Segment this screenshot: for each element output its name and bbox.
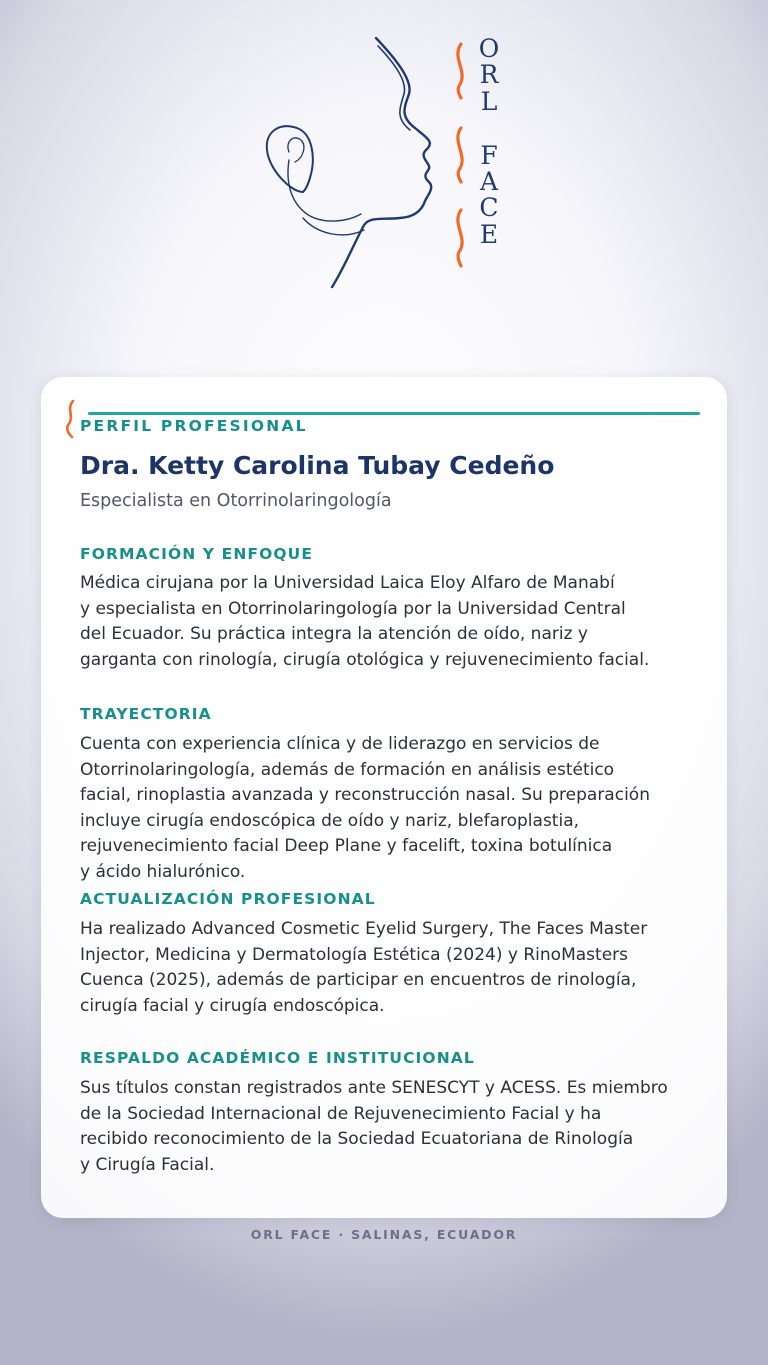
accent-divider (88, 412, 700, 415)
body-line: y especialista en Otorrinolaringología por la Universidad Central (80, 598, 626, 619)
section-eyebrow: PERFIL PROFESIONAL (80, 417, 308, 435)
body-line: del Ecuador. Su práctica integra la atención de oído, nariz y (80, 624, 588, 644)
logo-letter: O (478, 34, 500, 63)
specialty-subtitle: Especialista en Otorrinolaringología (80, 491, 392, 511)
body-line: recibido reconocimiento de la Sociedad Ecuatoriana de Rinología (80, 1129, 634, 1149)
section-title-actualizacion: ACTUALIZACIÓN PROFESIONAL (80, 890, 376, 908)
body-line: Médica cirujana por la Universidad Laica Eloy Alfaro de Manabí (80, 573, 615, 593)
body-line: garganta con rinología, cirugía otológica y rejuvenecimiento facial. (80, 649, 650, 670)
body-line: de la Sociedad Internacional de Rejuvenecimiento Facial y ha (80, 1103, 602, 1124)
section-title-formacion: FORMACIÓN Y ENFOQUE (80, 545, 314, 563)
body-line: Ha realizado Advanced Cosmetic Eyelid Surgery, The Faces Master (80, 919, 648, 939)
footer-caption: ORL FACE · SALINAS, ECUADOR (250, 1227, 518, 1242)
body-line: Cuenca (2025), además de participar en encuentros de rinología, (80, 970, 637, 990)
body-line: Injector, Medicina y Dermatología Estética (2024) y RinoMasters (80, 944, 628, 965)
section-title-respaldo: RESPALDO ACADÉMICO E INSTITUCIONAL (80, 1049, 475, 1067)
section-title-trayectoria: TRAYECTORIA (80, 705, 212, 723)
section-body-actualizacion (80, 917, 720, 1019)
logo-letter: C (479, 193, 499, 223)
body-line: cirugía facial y cirugía endoscópica. (80, 995, 385, 1016)
section-body-trayectoria (80, 732, 720, 885)
body-line: y Cirugía Facial. (80, 1154, 215, 1175)
body-line: Otorrinolaringología, además de formación en análisis estético (80, 759, 615, 780)
logo-letter: E (479, 219, 499, 249)
section-body-formacion (80, 571, 720, 673)
body-line: rejuvenecimiento facial Deep Plane y facelift, toxina botulínica (80, 836, 613, 856)
logo-letter: A (479, 167, 499, 197)
body-line: y ácido hialurónico. (80, 861, 246, 882)
section-body-respaldo (80, 1076, 720, 1178)
body-line: Sus títulos constan registrados ante SENESCYT y ACESS. Es miembro (80, 1078, 668, 1098)
logo-wordmark (478, 36, 500, 248)
logo-letter: R (479, 60, 499, 90)
logo-letter: F (480, 140, 498, 170)
doctor-name: Dra. Ketty Carolina Tubay Cedeño (80, 451, 555, 480)
body-line: incluye cirugía endoscópica de oído y nariz, blefaroplastia, (80, 810, 580, 831)
bracket-accent-icon (64, 399, 76, 439)
logo-letter: L (480, 86, 498, 116)
body-line: Cuenta con experiencia clínica y de liderazgo en servicios de (80, 734, 600, 754)
profile-card (41, 377, 727, 1218)
body-line: facial, rinoplastia avanzada y reconstrucción nasal. Su preparación (80, 785, 650, 805)
